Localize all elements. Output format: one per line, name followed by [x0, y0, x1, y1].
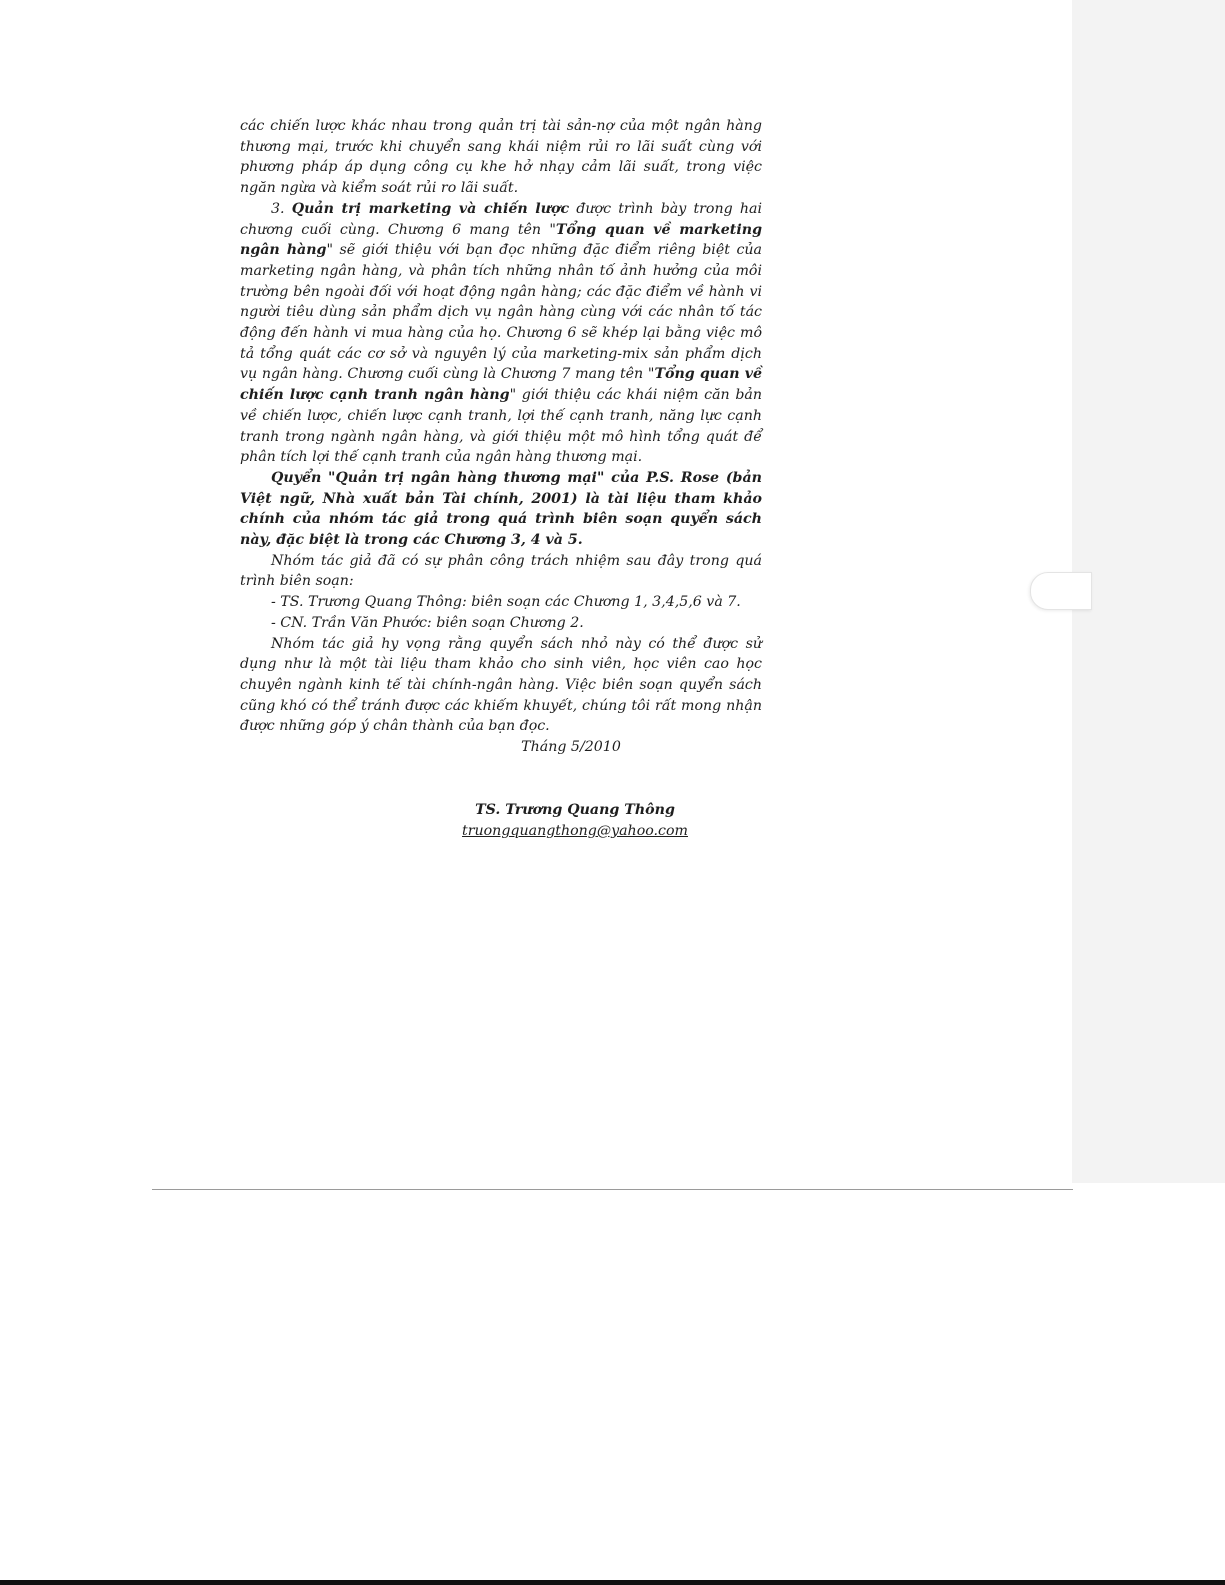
paragraph-marketing-strategy	[240, 199, 762, 468]
date-line: Tháng 5/2010	[521, 739, 621, 756]
paragraph-text: " sẽ giới thiệu với bạn đọc những đặc điểm riêng biệt của marketing ngân hàng, và phân tích những nhân tố ảnh hưởng của môi trường bên ngoài đối với hoạt động ngân hàng; các đặc điểm về hành vi người tiêu dùng sản phẩm dịch vụ ngân hàng cùng với các nhân tố tác động đến hành vi mua hàng của họ. Chương 6 sẽ khép lại bằng việc mô tả tổng quát các cơ sở và nguyên lý của marketing-mix sản phẩm dịch vụ ngân hàng. Chương cuối cùng là Chương 7 mang tên "	[240, 242, 762, 383]
page-divider	[152, 1189, 1073, 1190]
paragraph-hope: Nhóm tác giả hy vọng rằng quyển sách nhỏ này có thể được sử dụng như là một tài liệu tham khảo cho sinh viên, học viên cao học chuyên ngành kinh tế tài chính-ngân hàng. Việc biên soạn quyển sách cũng khó có thể tránh được các khiếm khuyết, chúng tôi rất mong nhận được những góp ý chân thành của bạn đọc.	[240, 635, 762, 735]
list-item: - CN. Trần Văn Phước: biên soạn Chương 2.	[271, 614, 584, 631]
list-item: - TS. Trương Quang Thông: biên soạn các Chương 1, 3,4,5,6 và 7.	[271, 594, 741, 611]
signature-block	[330, 800, 820, 842]
page-body	[240, 116, 762, 758]
list-number: 3.	[271, 200, 285, 217]
paragraph-text: được trình bày trong hai chương cuối cùng. Chương 6 mang tên "	[240, 200, 763, 238]
author-name: TS. Trương Quang Thông	[475, 802, 675, 818]
paragraph-text: " giới thiệu các khái niệm căn bản về chiến lược, chiến lược cạnh tranh, lợi thế cạnh tranh, năng lực cạnh tranh trong ngành ngân hàng, và giới thiệu một mô hình tổng quát để phân tích lợi thế cạnh tranh của ngân hàng thương mại.	[240, 387, 762, 466]
page-gutter	[1072, 0, 1225, 1183]
chapter-7-title: Tổng quan về chiến lược cạnh tranh ngân hàng	[240, 366, 762, 404]
side-panel-toggle[interactable]	[1030, 572, 1092, 610]
section-title-marketing: Quản trị marketing và chiến lược	[291, 200, 570, 217]
bottom-bar	[0, 1580, 1225, 1585]
paragraph-intro-end: các chiến lược khác nhau trong quản trị tài sản-nợ của một ngân hàng thương mại, trước khi chuyển sang khái niệm rủi ro lãi suất cùng với phương pháp áp dụng công cụ khe hở nhạy cảm lãi suất, trong việc ngăn ngừa và kiểm soát rủi ro lãi suất.	[240, 118, 762, 197]
paragraph-reference: Quyển "Quản trị ngân hàng thương mại" của P.S. Rose (bản Việt ngữ, Nhà xuất bản Tài chính, 2001) là tài liệu tham khảo chính của nhóm tác giả trong quá trình biên soạn quyển sách này, đặc biệt là trong các Chương 3, 4 và 5.	[240, 469, 762, 549]
paragraph-division: Nhóm tác giả đã có sự phân công trách nhiệm sau đây trong quá trình biên soạn:	[240, 552, 762, 590]
chapter-6-title: Tổng quan về marketing ngân hàng	[240, 221, 762, 259]
author-email: truongquangthong@yahoo.com	[462, 823, 688, 839]
